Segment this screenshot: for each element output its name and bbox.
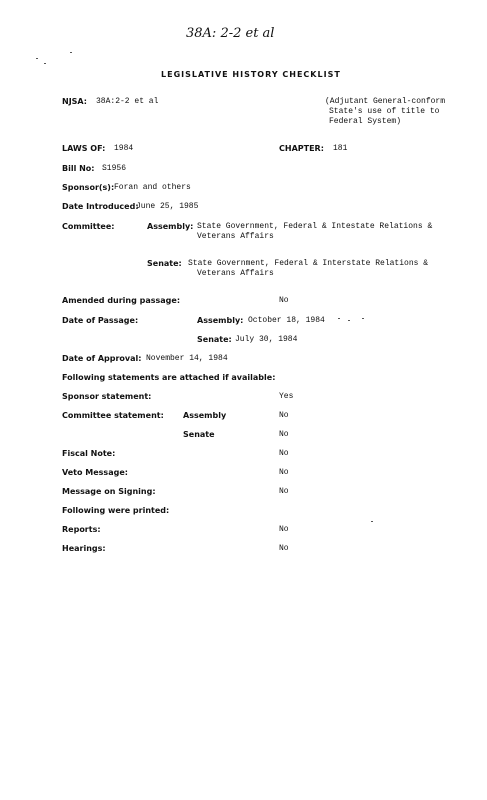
bill-no-value: S1956 (102, 164, 127, 173)
veto-message-label: Veto Message: (62, 468, 128, 477)
following-printed-heading: Following were printed: (62, 506, 170, 515)
njsa-label: NJSA: (62, 97, 87, 106)
committee-senate-label: Senate: (147, 259, 182, 268)
passage-senate-value: July 30, 1984 (235, 335, 298, 344)
hearings-label: Hearings: (62, 544, 106, 553)
amended-label: Amended during passage: (62, 296, 181, 305)
scan-speck (348, 320, 350, 321)
veto-message-value: No (279, 468, 289, 477)
handwritten-citation: 38A: 2-2 et al (186, 26, 275, 41)
committee-statement-senate-value: No (279, 430, 289, 439)
following-attached-heading: Following statements are attached if available: (62, 373, 276, 382)
committee-assembly-label: Assembly: (147, 222, 194, 231)
message-on-signing-label: Message on Signing: (62, 487, 156, 496)
message-on-signing-value: No (279, 487, 289, 496)
note-line-2: State's use of title to (329, 107, 440, 116)
bill-no-label: Bill No: (62, 164, 95, 173)
passage-assembly-value: October 18, 1984 (248, 316, 325, 325)
scan-speck (362, 318, 364, 319)
amended-value: No (279, 296, 289, 305)
hearings-value: No (279, 544, 289, 553)
fiscal-note-value: No (279, 449, 289, 458)
sponsors-value: Foran and others (114, 183, 191, 192)
committee-statement-assembly-label: Assembly (183, 411, 227, 420)
date-of-approval-label: Date of Approval: (62, 354, 142, 363)
date-of-approval-value: November 14, 1984 (146, 354, 228, 363)
sponsor-statement-value: Yes (279, 392, 294, 401)
chapter-value: 181 (333, 144, 348, 153)
page-title: LEGISLATIVE HISTORY CHECKLIST (161, 70, 341, 79)
reports-label: Reports: (62, 525, 101, 534)
committee-statement-senate-label: Senate (183, 430, 215, 439)
scan-speck (36, 58, 38, 59)
note-line-1: (Adjutant General-conform (325, 97, 446, 106)
fiscal-note-label: Fiscal Note: (62, 449, 116, 458)
date-introduced-value: June 25, 1985 (136, 202, 199, 211)
committee-label: Committee: (62, 222, 115, 231)
committee-statement-label: Committee statement: (62, 411, 164, 420)
date-introduced-label: Date Introduced: (62, 202, 139, 211)
scan-speck (371, 521, 373, 522)
sponsors-label: Sponsor(s): (62, 183, 115, 192)
chapter-label: CHAPTER: (279, 144, 324, 153)
scan-speck (70, 52, 72, 53)
passage-senate-label: Senate: (197, 335, 232, 344)
committee-senate-line-1: State Government, Federal & Interstate Relations & (188, 259, 429, 268)
date-of-passage-label: Date of Passage: (62, 316, 139, 325)
committee-assembly-line-1: State Government, Federal & Intestate Relations & (197, 222, 433, 231)
scan-speck (44, 63, 46, 64)
committee-senate-line-2: Veterans Affairs (197, 269, 274, 278)
laws-of-value: 1984 (114, 144, 134, 153)
reports-value: No (279, 525, 289, 534)
note-line-3: Federal System) (329, 117, 402, 126)
passage-assembly-label: Assembly: (197, 316, 244, 325)
committee-assembly-line-2: Veterans Affairs (197, 232, 274, 241)
njsa-value: 38A:2-2 et al (96, 97, 159, 106)
scan-speck (338, 318, 340, 319)
committee-statement-assembly-value: No (279, 411, 289, 420)
sponsor-statement-label: Sponsor statement: (62, 392, 152, 401)
laws-of-label: LAWS OF: (62, 144, 106, 153)
